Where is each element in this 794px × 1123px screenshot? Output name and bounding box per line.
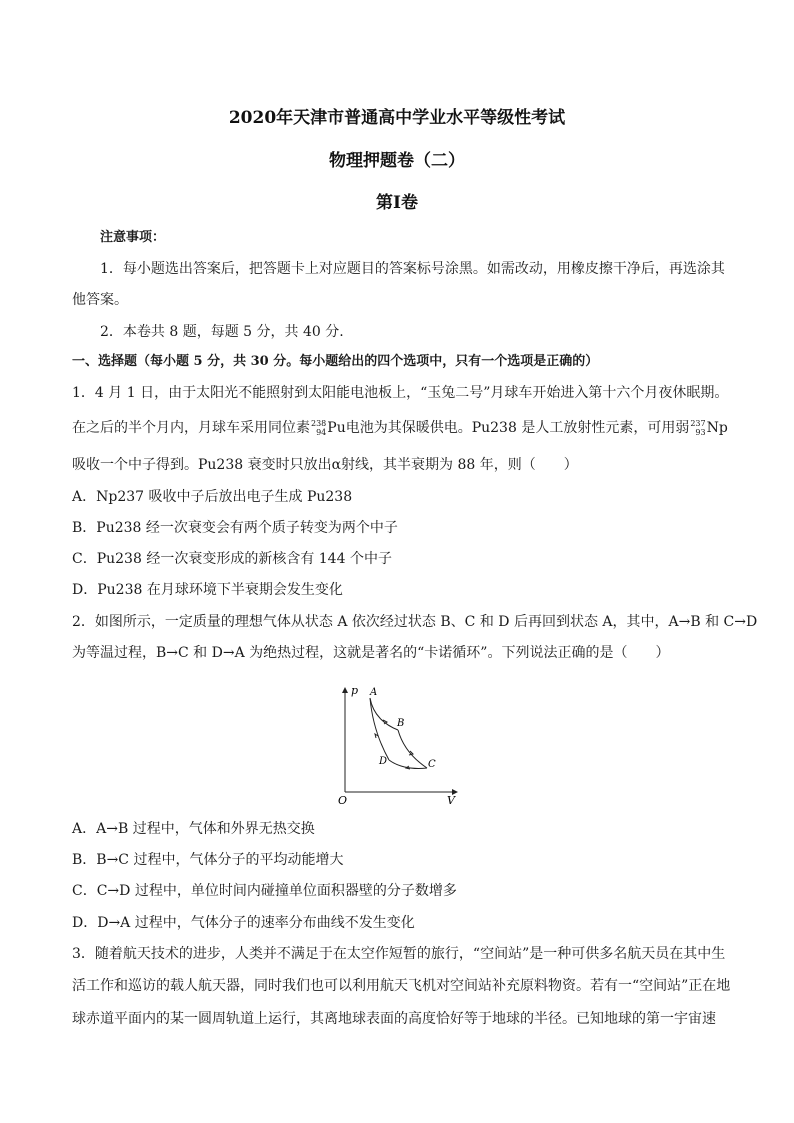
origin-label: O — [338, 794, 348, 807]
q3-line-1: 3．随着航天技术的进步，人类并不满足于在太空作短暂的旅行，“空间站”是一种可供多名航天员在其中生 — [72, 946, 726, 962]
q3-line-3: 球赤道平面内的某一圆周轨道上运行，其离地球表面的高度恰好等于地球的半径。已知地球的第一宇宙速 — [72, 1011, 716, 1027]
pu-mass-number: 238 — [311, 419, 327, 428]
q2-line-1: 2．如图所示，一定质量的理想气体从状态 A 依次经过状态 B、C 和 D 后再回到状态 A，其中，A→B 和 C→D — [72, 614, 758, 630]
q1-line-2b: 电池为其保暖供电。Pu238 是人工放射性元素，可用弱 — [345, 420, 690, 436]
curve-b-c — [398, 730, 427, 768]
q2-option-c: C．C→D 过程中，单位时间内碰撞单位面积器壁的分子数增多 — [72, 883, 457, 899]
pu-nuclide-numbers — [311, 419, 326, 437]
notes-heading: 注意事项： — [100, 230, 166, 245]
volume-title: 第Ⅰ卷 — [376, 193, 418, 213]
notes-item-2: 2．本卷共 8 题，每题 5 分，共 40 分. — [100, 324, 344, 340]
q1-line-2a: 在之后的半个月内，月球车采用同位素 — [72, 420, 310, 436]
np-nuclide-numbers — [690, 419, 705, 437]
axis-label-v: V — [447, 794, 455, 807]
q2-option-a: A．A→B 过程中，气体和外界无热交换 — [72, 821, 315, 837]
q2-option-d: D．D→A 过程中，气体分子的速率分布曲线不发生变化 — [72, 915, 415, 931]
q1-option-a: A．Np237 吸收中子后放出电子生成 Pu238 — [72, 489, 353, 505]
q3-line-2: 活工作和巡访的载人航天器，同时我们也可以利用航天飞机对空间站补充原料物资。若有一“空间站”正在地 — [72, 978, 731, 994]
q1-option-d: D．Pu238 在月球环境下半衰期会发生变化 — [72, 582, 343, 598]
np-symbol: Np — [706, 420, 728, 436]
section-heading: 一、选择题（每小题 5 分，共 30 分。每小题给出的四个选项中，只有一个选项是正确的） — [72, 354, 599, 369]
point-label-c: C — [428, 759, 436, 770]
exam-subtitle: 物理押题卷（二） — [329, 151, 465, 171]
notes-item-1-line-2: 他答案。 — [72, 292, 128, 308]
np-atomic-number: 93 — [695, 428, 706, 437]
exam-title: 2020年天津市普通高中学业水平等级性考试 — [228, 108, 566, 128]
pu-symbol: Pu — [327, 420, 346, 436]
curve-a-b — [370, 698, 398, 730]
q1-option-b: B．Pu238 经一次衰变会有两个质子转变为两个中子 — [72, 520, 398, 536]
axis-label-p: p — [351, 684, 359, 697]
carnot-pv-diagram — [335, 680, 465, 810]
pu-atomic-number: 94 — [316, 428, 327, 437]
q2-option-b: B．B→C 过程中，气体分子的平均动能增大 — [72, 852, 344, 868]
q1-line-2 — [72, 418, 732, 438]
np-mass-number: 237 — [690, 419, 706, 428]
notes-item-1-line-1: 1．每小题选出答案后，把答题卡上对应题目的答案标号涂黑。如需改动，用橡皮擦干净后，再选涂其 — [100, 261, 725, 277]
q1-option-c: C．Pu238 经一次衰变形成的新核含有 144 个中子 — [72, 551, 392, 567]
point-label-b: B — [397, 718, 405, 729]
q2-line-2: 为等温过程，B→C 和 D→A 为绝热过程，这就是著名的“卡诺循环”。下列说法正确的是（ ） — [72, 645, 670, 661]
point-label-a: A — [370, 687, 378, 698]
q1-line-3: 吸收一个中子得到。Pu238 衰变时只放出α射线，其半衰期为 88 年，则（ ） — [72, 457, 578, 473]
point-label-d: D — [379, 756, 388, 767]
q1-line-1: 1．4 月 1 日，由于太阳光不能照射到太阳能电池板上，“玉兔二号”月球车开始进入第十六个月夜休眠期。 — [72, 385, 729, 401]
